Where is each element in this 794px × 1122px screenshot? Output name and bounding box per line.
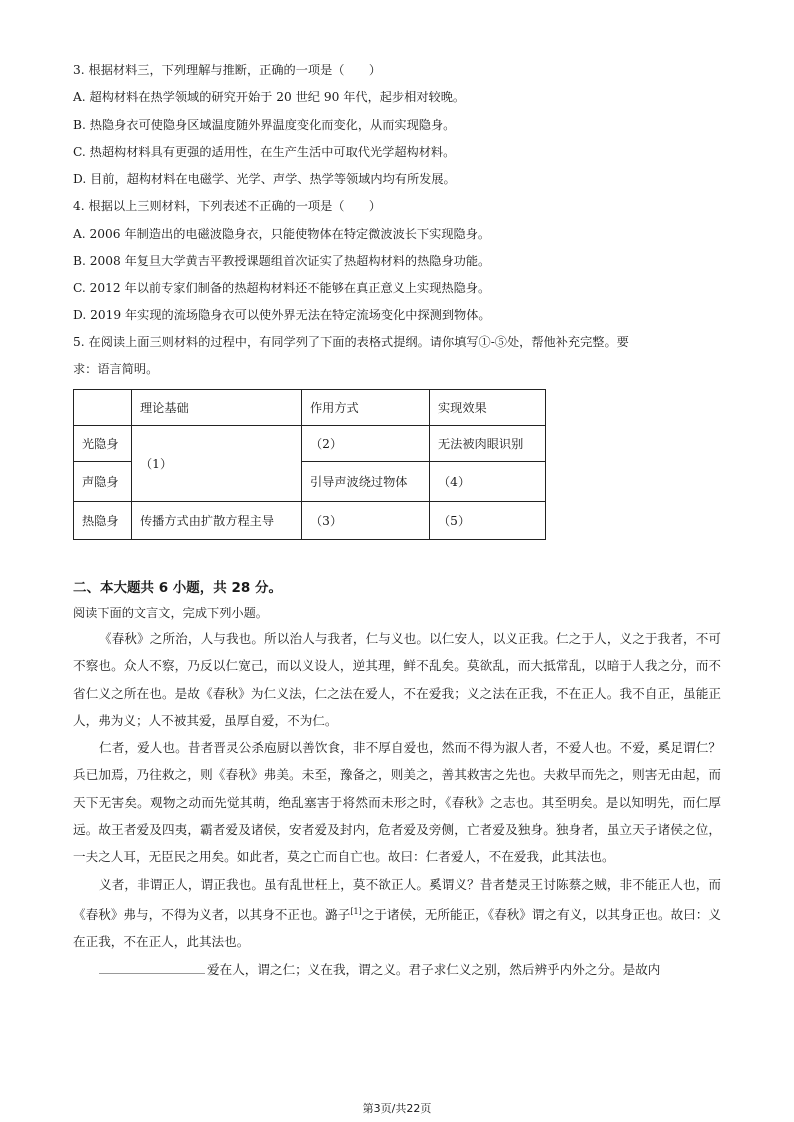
passage-paragraph-3-part-2: 之于诸侯，无所能正，《春秋》谓之有义，以其身正也。故曰：义在正我，不在正人，此其法也。 [73, 907, 722, 950]
table-row-label: 声隐身 [74, 462, 132, 502]
question-4-option-c: C. 2012 年以前专家们制备的热超构材料还不能够在真正意义上实现热隐身。 [73, 281, 491, 295]
passage-paragraph-3 [73, 871, 721, 956]
question-4-option-a: A. 2006 年制造出的电磁波隐身衣，只能使物体在特定微波波长下实现隐身。 [73, 227, 491, 241]
table-header-theory: 理论基础 [132, 390, 302, 426]
table-cell-theory-blank-1: （1） [132, 426, 302, 502]
question-3-option-a: A. 超构材料在热学领域的研究开始于 20 世纪 90 年代，起步相对较晚。 [73, 90, 466, 104]
passage-paragraph-2: 仁者，爱人也。昔者晋灵公杀庖厨以善饮食，非不厚自爱也，然而不得为淑人者，不爱人也。不爱，奚足谓仁？兵已加焉，乃往救之，则《春秋》弗美。未至，豫备之，则美之，善其救害之先也。夫救早而先之，则害无由起，而天下无害矣。观物之动而先觉其萌，绝乱塞害于将然而未形之时，《春秋》之志也。其至明矣。是以知明先，而仁厚远。故王者爱及四夷，霸者爱及诸侯，安者爱及封内，危者爱及旁侧，亡者爱及独身。独身者，虽立天子诸侯之位，一夫之人耳，无臣民之用矣。如此者，莫之亡而自亡也。故曰：仁者爱人，不在爱我，此其法也。 [73, 740, 721, 865]
table-cell-method: 引导声波绕过物体 [302, 462, 430, 502]
table-cell-effect: 无法被肉眼识别 [430, 426, 546, 462]
table-row-label: 热隐身 [74, 502, 132, 540]
table-cell-method-blank-3: （3） [302, 502, 430, 540]
question-5-line-1: 5. 在阅读上面三则材料的过程中，有同学列了下面的表格式提纲。请你填写①-⑤处，帮他补充完整。要 [73, 335, 629, 349]
footnote-marker: [1] [350, 906, 362, 916]
outline-table [73, 389, 546, 540]
question-3-stem: 3. 根据材料三，下列理解与推断，正确的一项是（ ） [73, 63, 382, 77]
table-cell-method-blank-2: （2） [302, 426, 430, 462]
passage-paragraph-1: 《春秋》之所治，人与我也。所以治人与我者，仁与义也。以仁安人，以义正我。仁之于人，义之于我者，不可不察也。众人不察，乃反以仁宽己，而以义设人，逆其理，鲜不乱矣。莫欲乱，而大抵常乱，以暗于人我之分，而不省仁义之所在也。是故《春秋》为仁义法，仁之法在爱人，不在爱我；义之法在正我，不在正人。我不自正，虽能正人，弗为义；人不被其爱，虽厚自爱，不为仁。 [73, 631, 721, 728]
passage-paragraph-4 [73, 956, 721, 983]
table-row [74, 426, 546, 462]
table-header-row [74, 390, 546, 426]
section-instruction: 阅读下面的文言文，完成下列小题。 [73, 606, 268, 620]
passage-paragraph-4-text: 爱在人，谓之仁；义在我，谓之义。君子求仁义之别，然后辨乎内外之分。是故内 [207, 961, 661, 977]
question-5-line-2: 求：语言简明。 [73, 362, 159, 376]
table-cell-effect-blank-4: （4） [430, 462, 546, 502]
page-footer: 第3页/共22页 [362, 1102, 432, 1115]
question-3-option-d: D. 目前，超构材料在电磁学、光学、声学、热学等领域内均有所发展。 [73, 172, 456, 186]
question-4-option-b: B. 2008 年复旦大学黄吉平教授课题组首次证实了热超构材料的热隐身功能。 [73, 254, 491, 268]
table-cell-theory: 传播方式由扩散方程主导 [132, 502, 302, 540]
question-4-option-d: D. 2019 年实现的流场隐身衣可以使外界无法在特定流场变化中探测到物体。 [73, 308, 491, 322]
table-row [74, 502, 546, 540]
passage-paragraph-3-part-1: 义者，非谓正人，谓正我也。虽有乱世枉上，莫不欲正人。奚谓义？昔者楚灵王讨陈蔡之贼，非不能正人也，而《春秋》弗与，不得为义者，以其身不正也。潞子 [73, 876, 721, 923]
section-heading: 二、本大题共 6 小题，共 28 分。 [73, 580, 282, 596]
table-row-label: 光隐身 [74, 426, 132, 462]
question-3-option-b: B. 热隐身衣可使隐身区域温度随外界温度变化而变化，从而实现隐身。 [73, 118, 456, 132]
classical-passage [73, 625, 721, 983]
question-4-stem: 4. 根据以上三则材料，下列表述不正确的一项是（ ） [73, 199, 382, 213]
table-header-empty [74, 390, 132, 426]
table-cell-effect-blank-5: （5） [430, 502, 546, 540]
fill-in-blank [99, 961, 205, 974]
question-3-option-c: C. 热超构材料具有更强的适用性，在生产生活中可取代光学超构材料。 [73, 145, 456, 159]
table-header-method: 作用方式 [302, 390, 430, 426]
table-header-effect: 实现效果 [430, 390, 546, 426]
